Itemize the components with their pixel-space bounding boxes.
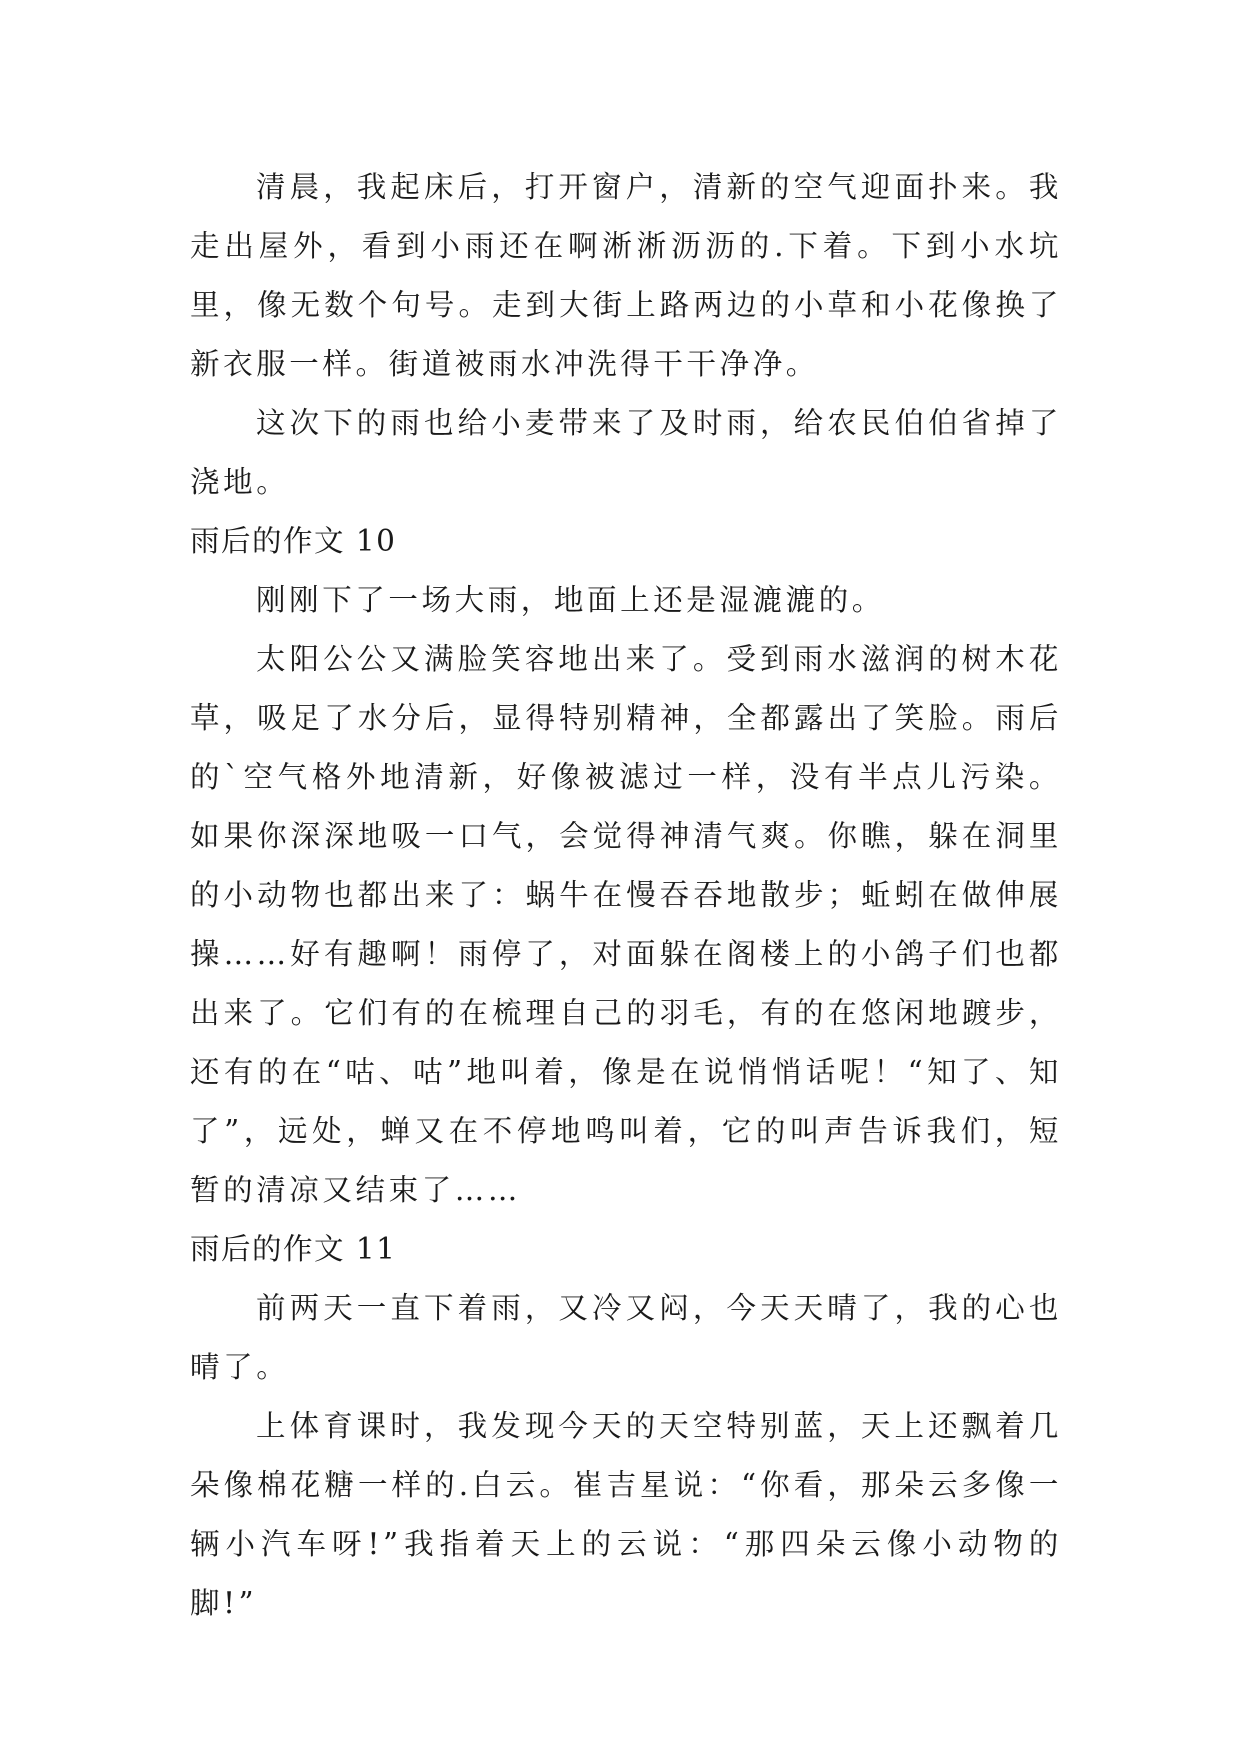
essay-heading-10: 雨后的作文 10	[190, 524, 397, 558]
paragraph-pe-class-clouds: 上体育课时，我发现今天的天空特别蓝，天上还飘着几朵像棉花糖一样的.白云。崔吉星说：“你看，那朵云多像一辆小汽车呀!”我指着天上的云说：“那四朵云像小动物的脚!”	[190, 1409, 1062, 1620]
essay-heading-11: 雨后的作文 11	[190, 1232, 397, 1266]
paragraph-wheat-rain: 这次下的雨也给小麦带来了及时雨，给农民伯伯省掉了浇地。	[190, 406, 1062, 499]
paragraph-sunny-day: 前两天一直下着雨，又冷又闷，今天天晴了，我的心也晴了。	[190, 1291, 1062, 1384]
paragraph-heavy-rain: 刚刚下了一场大雨，地面上还是湿漉漉的。	[256, 583, 885, 617]
document-page	[190, 158, 1062, 1633]
paragraph-morning-rain: 清晨，我起床后，打开窗户，清新的空气迎面扑来。我走出屋外，看到小雨还在啊淅淅沥沥的.下着。下到小水坑里，像无数个句号。走到大街上路两边的小草和小花像换了新衣服一样。街道被雨水冲洗得干干净净。	[190, 170, 1062, 381]
paragraph-after-rain-scene: 太阳公公又满脸笑容地出来了。受到雨水滋润的树木花草，吸足了水分后，显得特别精神，全都露出了笑脸。雨后的`空气格外地清新，好像被滤过一样，没有半点儿污染。如果你深深地吸一口气，会觉得神清气爽。你瞧，躲在洞里的小动物也都出来了：蜗牛在慢吞吞地散步；蚯蚓在做伸展操……好有趣啊！雨停了，对面躲在阁楼上的小鸽子们也都出来了。它们有的在梳理自己的羽毛，有的在悠闲地踱步，还有的在“咕、咕”地叫着，像是在说悄悄话呢！“知了、知了”，远处，蝉又在不停地鸣叫着，它的叫声告诉我们，短暂的清凉又结束了……	[190, 642, 1062, 1207]
